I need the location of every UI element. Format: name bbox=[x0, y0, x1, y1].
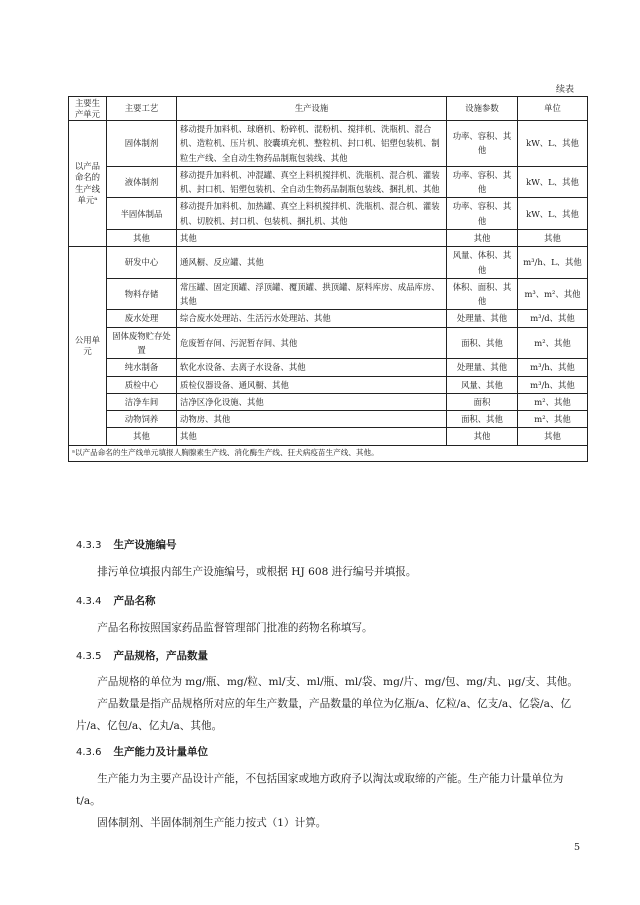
cell-unit: m³/h、其他 bbox=[518, 376, 588, 393]
cell-process: 研发中心 bbox=[107, 247, 177, 279]
cell-unit: m³、m²、其他 bbox=[518, 278, 588, 310]
section-4-3-3-heading bbox=[76, 537, 176, 552]
table-row bbox=[69, 229, 588, 246]
cell-facilities: 动物房、其他 bbox=[177, 411, 447, 428]
section-title: 生产设施编号 bbox=[113, 539, 177, 551]
cell-facilities: 软化水设备、去离子水设备、其他 bbox=[177, 359, 447, 376]
cell-params: 其他 bbox=[447, 428, 518, 445]
cell-params: 面积、其他 bbox=[447, 327, 518, 359]
table-row bbox=[69, 376, 588, 393]
table-row bbox=[69, 327, 588, 359]
cell-unit: m²、其他 bbox=[518, 327, 588, 359]
cell-facilities: 综合废水处理站、生活污水处理站、其他 bbox=[177, 310, 447, 327]
cell-unit: kW、L、其他 bbox=[518, 166, 588, 198]
cell-params: 风量、体积、其他 bbox=[447, 247, 518, 279]
col-header-process: 主要工艺 bbox=[107, 97, 177, 121]
section-title: 产品名称 bbox=[113, 595, 156, 607]
cell-process: 半固体制品 bbox=[107, 198, 177, 230]
group-unit-public: 公用单元 bbox=[69, 247, 107, 445]
section-4-3-6-text-1: 生产能力为主要产品设计产能，不包括国家或地方政府予以淘汰或取缔的产能。生产能力计量单位为 t/a。 bbox=[76, 773, 564, 807]
cell-unit: kW、L、其他 bbox=[518, 121, 588, 167]
section-title: 生产能力及计量单位 bbox=[113, 746, 208, 758]
cell-params: 风量、其他 bbox=[447, 376, 518, 393]
section-4-3-5-text-1: 产品规格的单位为 mg/瓶、mg/粒、ml/支、ml/瓶、ml/袋、mg/片、mg/包、mg/丸、μg/支、其他。 bbox=[97, 676, 578, 688]
cell-process: 质检中心 bbox=[107, 376, 177, 393]
cell-unit: 其他 bbox=[518, 428, 588, 445]
col-header-measure-unit: 单位 bbox=[518, 97, 588, 121]
cell-params: 处理量、其他 bbox=[447, 359, 518, 376]
cell-process: 其他 bbox=[107, 229, 177, 246]
section-4-3-6-heading bbox=[76, 744, 208, 759]
cell-params: 其他 bbox=[447, 229, 518, 246]
cell-facilities: 移动提升加料机、加热罐、真空上料机搅拌机、洗瓶机、混合机、灌装机、切胶机、封口机、包装机、捆扎机、其他 bbox=[177, 198, 447, 230]
cell-facilities: 其他 bbox=[177, 229, 447, 246]
page-number: 5 bbox=[573, 842, 580, 853]
cell-process: 固体制剂 bbox=[107, 121, 177, 167]
cell-unit: 其他 bbox=[518, 229, 588, 246]
section-4-3-3-text: 排污单位填报内部生产设施编号，或根据 HJ 608 进行编号并填报。 bbox=[97, 566, 417, 578]
cell-process: 液体制剂 bbox=[107, 166, 177, 198]
cell-params: 功率、容积、其他 bbox=[447, 198, 518, 230]
cell-process: 固体废物贮存处置 bbox=[107, 327, 177, 359]
cell-facilities: 质检仪器设备、通风橱、其他 bbox=[177, 376, 447, 393]
cell-params: 面积 bbox=[447, 393, 518, 410]
cell-facilities: 通风橱、反应罐、其他 bbox=[177, 247, 447, 279]
cell-facilities: 常压罐、固定顶罐、浮顶罐、覆顶罐、拱顶罐、原料库房、成品库房、其他 bbox=[177, 278, 447, 310]
cell-facilities: 洁净区净化设施、其他 bbox=[177, 393, 447, 410]
section-title: 产品规格，产品数量 bbox=[113, 650, 208, 662]
cell-process: 动物饲养 bbox=[107, 411, 177, 428]
continued-label: 续表 bbox=[555, 85, 574, 95]
col-header-params: 设施参数 bbox=[447, 97, 518, 121]
cell-unit: m³/h、L、其他 bbox=[518, 247, 588, 279]
table-row bbox=[69, 247, 588, 279]
section-4-3-4-text: 产品名称按照国家药品监督管理部门批准的药物名称填写。 bbox=[97, 622, 373, 634]
cell-unit: m²、其他 bbox=[518, 393, 588, 410]
table-row bbox=[69, 166, 588, 198]
cell-params: 处理量、其他 bbox=[447, 310, 518, 327]
cell-unit: m²、其他 bbox=[518, 411, 588, 428]
table-row bbox=[69, 310, 588, 327]
section-4-3-6-text-2: 固体制剂、半固体制剂生产能力按式（1）计算。 bbox=[97, 817, 327, 829]
cell-params: 体积、面积、其他 bbox=[447, 278, 518, 310]
cell-facilities: 移动提升加料机、冲混罐、真空上料机搅拌机、洗瓶机、混合机、灌装机、封口机、铝塑包装机、全自动生物药品制瓶包装线、捆扎机、其他 bbox=[177, 166, 447, 198]
cell-params: 面积、其他 bbox=[447, 411, 518, 428]
cell-process: 洁净车间 bbox=[107, 393, 177, 410]
facility-table bbox=[68, 96, 588, 462]
section-number: 4.3.6 bbox=[76, 747, 102, 758]
table-row bbox=[69, 428, 588, 445]
cell-facilities: 危废暂存间、污泥暂存间、其他 bbox=[177, 327, 447, 359]
section-number: 4.3.3 bbox=[76, 540, 102, 551]
section-number: 4.3.5 bbox=[76, 651, 102, 662]
cell-process: 物料存储 bbox=[107, 278, 177, 310]
cell-process: 废水处理 bbox=[107, 310, 177, 327]
cell-unit: kW、L、其他 bbox=[518, 198, 588, 230]
cell-facilities: 移动提升加料机、球磨机、粉碎机、混粉机、搅拌机、洗瓶机、混合机、造粒机、压片机、胶囊填充机、整粒机、封口机、铝塑包装机、制粒生产线、全自动生物药品制瓶包装线、其他 bbox=[177, 121, 447, 167]
table-row bbox=[69, 359, 588, 376]
table-header-row bbox=[69, 97, 588, 121]
table-row bbox=[69, 278, 588, 310]
section-4-3-5-heading bbox=[76, 648, 208, 663]
cell-params: 功率、容积、其他 bbox=[447, 166, 518, 198]
cell-facilities: 其他 bbox=[177, 428, 447, 445]
table-row bbox=[69, 121, 588, 167]
cell-params: 功率、容积、其他 bbox=[447, 121, 518, 167]
table-row bbox=[69, 198, 588, 230]
cell-unit: m³/h、其他 bbox=[518, 359, 588, 376]
section-number: 4.3.4 bbox=[76, 596, 102, 607]
table-row bbox=[69, 411, 588, 428]
group-unit-product-line: 以产品命名的生产线单元ᵃ bbox=[69, 121, 107, 247]
cell-unit: m³/d、其他 bbox=[518, 310, 588, 327]
table-row bbox=[69, 393, 588, 410]
col-header-unit: 主要生产单元 bbox=[69, 97, 107, 121]
section-4-3-5-text-2: 产品数量是指产品规格所对应的年生产数量，产品数量的单位为亿瓶/a、亿粒/a、亿支/a、亿袋/a、亿片/a、亿包/a、亿丸/a、其他。 bbox=[76, 698, 572, 732]
cell-process: 纯水制备 bbox=[107, 359, 177, 376]
table-note-row bbox=[69, 445, 588, 461]
col-header-facilities: 生产设施 bbox=[177, 97, 447, 121]
section-4-3-4-heading bbox=[76, 593, 155, 608]
table-footnote: ᵃ以产品命名的生产线单元填报人胸腺素生产线、消化酶生产线、狂犬病疫苗生产线、其他。 bbox=[69, 445, 588, 461]
cell-process: 其他 bbox=[107, 428, 177, 445]
